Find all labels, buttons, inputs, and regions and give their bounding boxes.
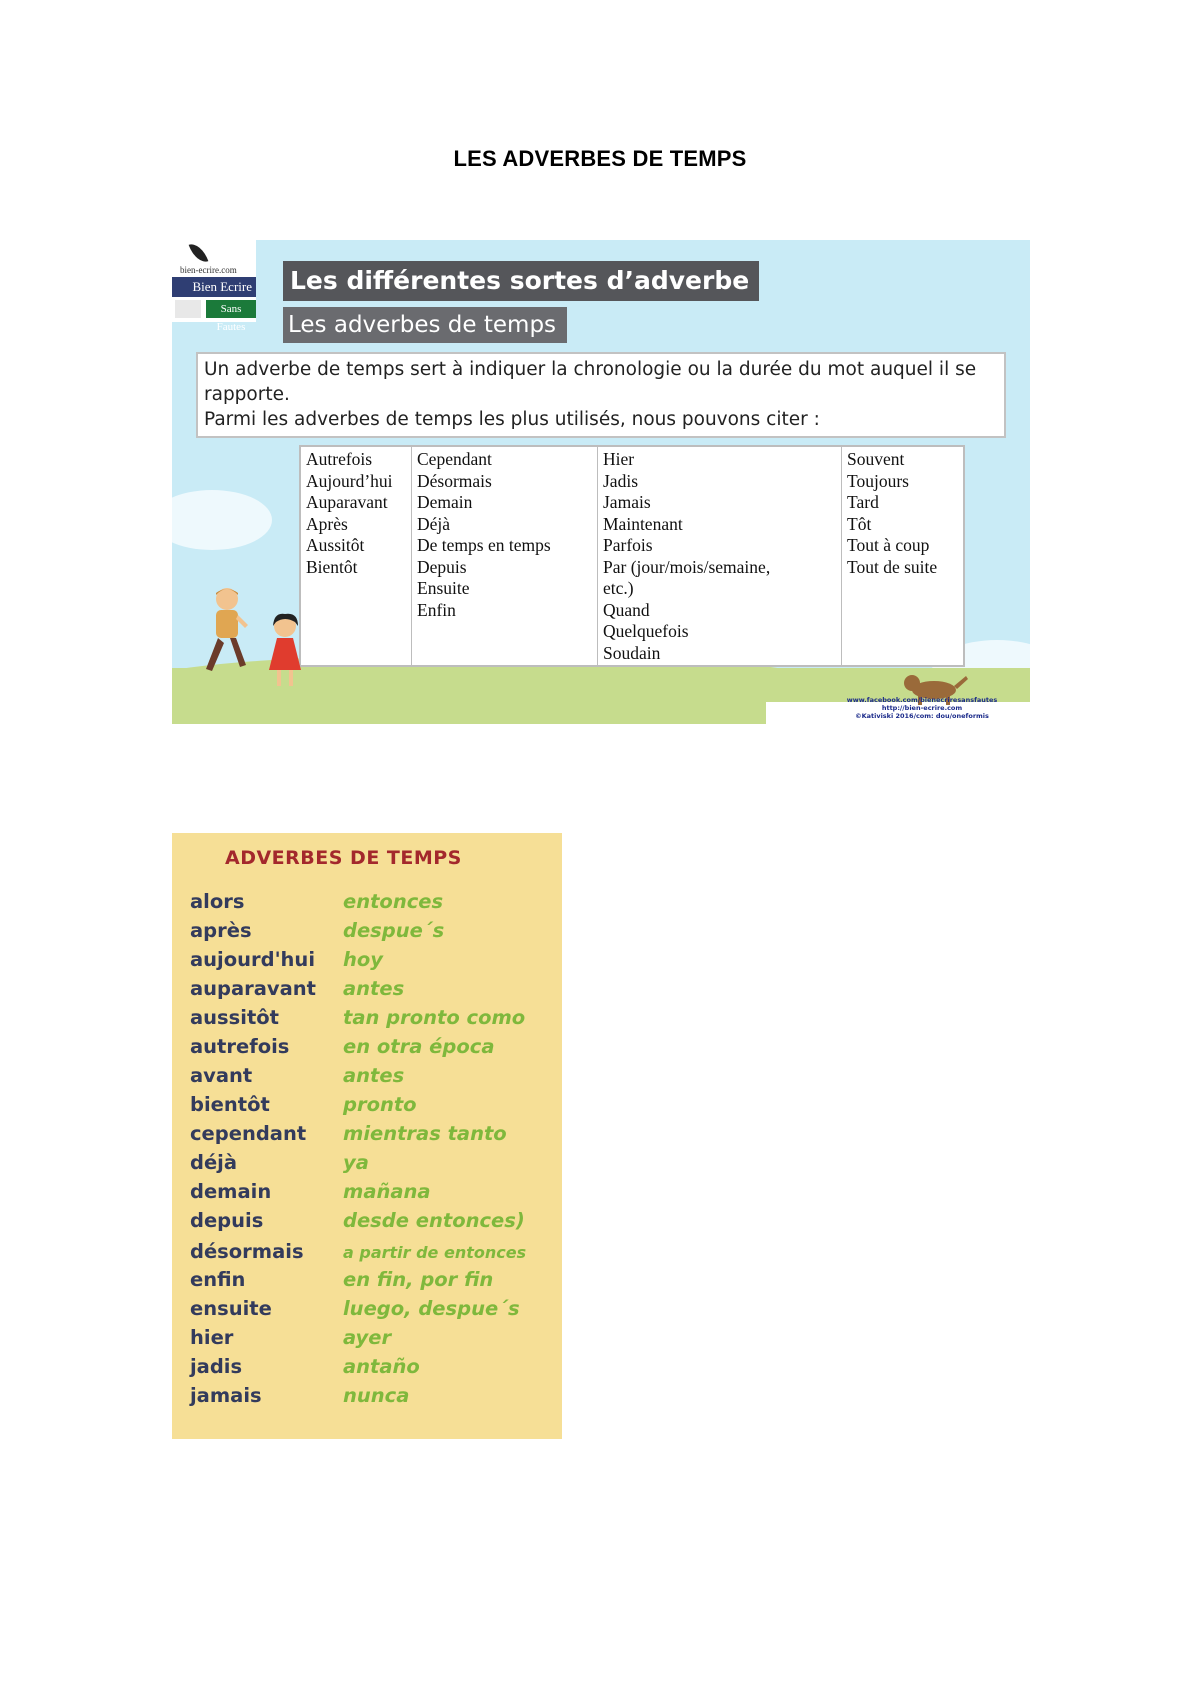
vocab-french: avant <box>190 1064 253 1087</box>
vocab-row <box>190 1355 560 1384</box>
logo-site: bien-ecrire.com <box>180 265 237 275</box>
vocab-row <box>190 948 560 977</box>
credit-line: ©Kativiski 2016/com: dou/oneformis <box>855 712 989 720</box>
adverb-item: Tout de suite <box>847 556 938 577</box>
adverb-column <box>412 447 598 665</box>
adverb-item: Tout à coup <box>847 535 930 555</box>
vocab-row <box>190 1093 560 1122</box>
site-logo <box>172 240 256 333</box>
adverb-item: Depuis <box>417 556 467 577</box>
vocab-french: enfin <box>190 1268 246 1291</box>
vocab-row <box>190 977 560 1006</box>
vocab-spanish: ya <box>343 1151 369 1174</box>
adverb-item: Autrefois <box>306 449 373 469</box>
adverb-item: Toujours <box>847 470 909 491</box>
adverb-item: Ensuite <box>417 578 470 598</box>
vocab-french: jadis <box>190 1355 243 1378</box>
vocab-row <box>190 1268 560 1297</box>
adverb-item: Quelquefois <box>603 621 689 641</box>
adverb-item: Tôt <box>847 513 872 534</box>
vocab-row <box>190 919 560 948</box>
vocab-spanish: a partir de entonces <box>343 1243 527 1262</box>
definition-text: Parmi les adverbes de temps les plus utilisés, nous pouvons citer : <box>204 409 820 430</box>
adverb-item: Maintenant <box>603 513 683 534</box>
vocab-french: déjà <box>190 1151 238 1174</box>
vocab-spanish: antes <box>343 977 405 1000</box>
definition-text: Un adverbe de temps sert à indiquer la chronologie ou la durée du mot auquel il se rapporte. <box>204 359 977 405</box>
adverb-item: etc.) <box>603 578 634 598</box>
vocab-french: aussitôt <box>190 1006 279 1029</box>
adverb-item: Aussitôt <box>306 535 365 555</box>
girl-illustration <box>264 612 306 692</box>
adverb-item: Quand <box>603 599 650 620</box>
vocab-spanish: mañana <box>343 1180 431 1203</box>
vocab-french: aujourd'hui <box>190 948 315 971</box>
vocab-spanish: antaño <box>343 1355 420 1378</box>
logo-main: Bien Ecrire <box>172 277 256 297</box>
vocab-title: ADVERBES DE TEMPS <box>225 847 462 869</box>
page-title: LES ADVERBES DE TEMPS <box>453 146 747 171</box>
vocab-french: demain <box>190 1180 272 1203</box>
adverb-column <box>842 447 963 665</box>
infographic-header: Les différentes sortes d’adverbe <box>283 261 759 301</box>
credit-line: http://bien-ecrire.com <box>881 704 963 712</box>
adverb-item: Soudain <box>603 642 661 663</box>
vocab-french: auparavant <box>190 977 317 1000</box>
vocab-french: depuis <box>190 1209 264 1232</box>
vocab-french: bientôt <box>190 1093 270 1116</box>
adverb-item: Après <box>306 513 348 534</box>
logo-mini-icon <box>175 300 201 318</box>
vocab-row <box>190 1064 560 1093</box>
vocab-spanish: en otra época <box>343 1035 495 1058</box>
adverb-item: Déjà <box>417 513 451 534</box>
adverb-column <box>301 447 412 665</box>
adverb-table <box>299 445 965 667</box>
adverb-item: Parfois <box>603 535 653 555</box>
logo-sub: Sans Fautes <box>206 300 256 318</box>
vocab-french: jamais <box>190 1384 262 1407</box>
vocab-spanish: tan pronto como <box>343 1006 526 1029</box>
vocab-row <box>190 1151 560 1180</box>
vocab-spanish: luego, despue´s <box>343 1297 520 1320</box>
vocab-french: cependant <box>190 1122 307 1145</box>
vocab-french: autrefois <box>190 1035 290 1058</box>
vocab-row <box>190 1122 560 1151</box>
cloud <box>172 490 272 550</box>
vocab-row <box>190 1297 560 1326</box>
vocab-french: ensuite <box>190 1297 272 1320</box>
adverb-item: Bientôt <box>306 556 358 577</box>
vocab-french: alors <box>190 890 245 913</box>
credit-line: www.facebook.com/bienecriresansfautes <box>846 696 998 704</box>
vocab-row <box>190 1035 560 1064</box>
adverb-item: Demain <box>417 492 473 512</box>
vocab-spanish: hoy <box>343 948 383 971</box>
vocab-spanish: pronto <box>343 1093 417 1116</box>
adverb-item: Hier <box>603 449 635 469</box>
vocab-spanish: nunca <box>343 1384 410 1407</box>
vocab-spanish: despue´s <box>343 919 445 942</box>
vocab-spanish: mientras tanto <box>343 1122 507 1145</box>
adverb-item: Par (jour/mois/semaine, <box>603 556 771 577</box>
vocab-row <box>190 1326 560 1355</box>
adverb-item: Auparavant <box>306 492 388 512</box>
boy-illustration <box>200 585 250 680</box>
vocab-row <box>190 1209 560 1238</box>
adverb-item: Souvent <box>847 449 905 469</box>
leaf-icon <box>189 240 209 265</box>
adverb-infographic <box>172 240 1030 724</box>
vocab-french: hier <box>190 1326 234 1349</box>
adverb-item: Jamais <box>603 492 651 512</box>
adverb-item: Aujourd’hui <box>306 470 393 491</box>
definition-box <box>196 352 1006 438</box>
adverb-item: Enfin <box>417 599 456 620</box>
vocab-row <box>190 1006 560 1035</box>
vocab-french: désormais <box>190 1240 304 1263</box>
vocab-row <box>190 890 560 919</box>
credits <box>822 696 1022 720</box>
vocab-spanish: ayer <box>343 1326 392 1349</box>
vocab-row <box>190 1240 560 1269</box>
vocab-french: après <box>190 919 252 942</box>
adverb-item: De temps en temps <box>417 535 551 555</box>
infographic-subheader: Les adverbes de temps <box>283 307 567 343</box>
vocab-row <box>190 1384 560 1413</box>
vocab-spanish: antes <box>343 1064 405 1087</box>
adverb-item: Désormais <box>417 470 492 491</box>
vocab-spanish: desde entonces) <box>343 1209 525 1232</box>
adverb-item: Cependant <box>417 449 492 469</box>
vocab-spanish: en fin, por fin <box>343 1268 494 1291</box>
adverb-item: Jadis <box>603 470 638 491</box>
adverb-column <box>598 447 842 665</box>
vocab-card <box>172 833 562 1439</box>
vocab-row <box>190 1180 560 1209</box>
vocab-spanish: entonces <box>343 890 444 913</box>
adverb-item: Tard <box>847 492 879 512</box>
